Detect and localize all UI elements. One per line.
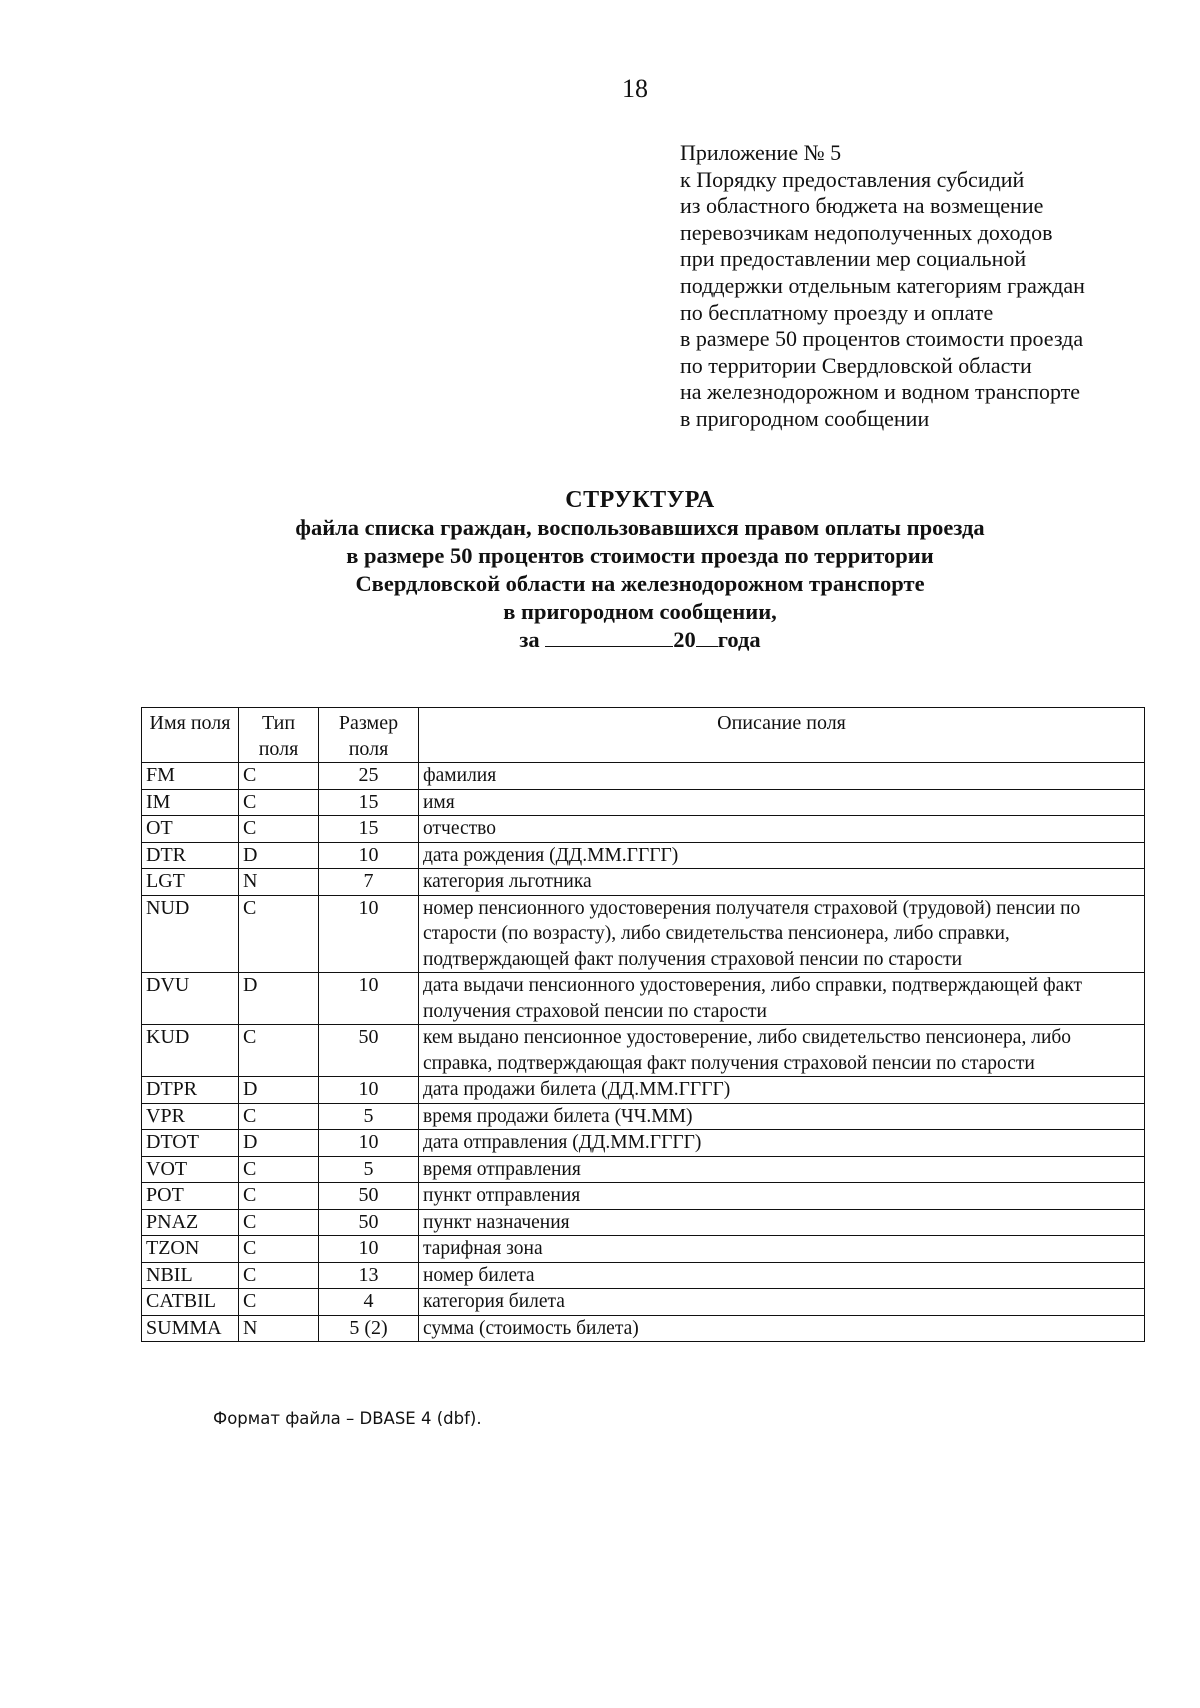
year-blank [696, 626, 718, 647]
cell-field-type: C [239, 1236, 319, 1263]
cell-field-size: 4 [319, 1289, 419, 1316]
cell-field-size: 50 [319, 1209, 419, 1236]
appendix-line: перевозчикам недополученных доходов [680, 219, 1053, 245]
table-row [142, 1025, 1145, 1077]
title-line: Свердловской области на железнодорожном транспорте [355, 571, 925, 596]
table-row [142, 842, 1145, 869]
cell-field-name: DTR [142, 842, 239, 869]
period-prefix: за [519, 627, 540, 652]
title-period [140, 626, 1140, 654]
cell-field-name: FM [142, 763, 239, 790]
cell-field-name: DTPR [142, 1077, 239, 1104]
period-blank [545, 626, 673, 647]
title-line: в пригородном сообщении, [503, 599, 777, 624]
table-row [142, 973, 1145, 1025]
page-number: 18 [622, 74, 648, 103]
cell-field-type: C [239, 763, 319, 790]
cell-field-name: CATBIL [142, 1289, 239, 1316]
cell-field-size: 5 (2) [319, 1315, 419, 1342]
cell-field-desc: дата отправления (ДД.ММ.ГГГГ) [419, 1130, 1145, 1157]
cell-field-name: OT [142, 816, 239, 843]
appendix-line: в размере 50 процентов стоимости проезда [680, 326, 1084, 352]
table-row [142, 1156, 1145, 1183]
cell-field-type: D [239, 973, 319, 1025]
title-line: файла списка граждан, воспользовавшихся правом оплаты проезда [295, 515, 985, 540]
cell-field-desc: номер пенсионного удостоверения получателя страховой (трудовой) пенсии по старости (по возрасту), либо свидетельства пенсионера, либо справки, подтверждающей факт получения страховой пенсии по старости [419, 895, 1145, 973]
appendix-line: поддержки отдельным категориям граждан [680, 272, 1085, 298]
table-row [142, 1130, 1145, 1157]
appendix-line: по территории Свердловской области [680, 352, 1032, 378]
appendix-line: по бесплатному проезду и оплате [680, 299, 994, 325]
period-suffix: года [717, 627, 761, 652]
cell-field-type: N [239, 869, 319, 896]
cell-field-type: C [239, 1262, 319, 1289]
cell-field-type: C [239, 1209, 319, 1236]
cell-field-desc: пункт отправления [419, 1183, 1145, 1210]
cell-field-type: N [239, 1315, 319, 1342]
cell-field-desc: фамилия [419, 763, 1145, 790]
cell-field-name: PNAZ [142, 1209, 239, 1236]
header-field-desc: Описание поля [419, 708, 1145, 763]
cell-field-desc: номер билета [419, 1262, 1145, 1289]
cell-field-desc: время отправления [419, 1156, 1145, 1183]
cell-field-name: KUD [142, 1025, 239, 1077]
cell-field-type: C [239, 1103, 319, 1130]
cell-field-size: 10 [319, 1130, 419, 1157]
cell-field-desc: дата рождения (ДД.ММ.ГГГГ) [419, 842, 1145, 869]
header-field-name: Имя поля [142, 708, 239, 763]
title-line: в размере 50 процентов стоимости проезда по территории [346, 543, 934, 568]
cell-field-desc: дата продажи билета (ДД.ММ.ГГГГ) [419, 1077, 1145, 1104]
cell-field-desc: пункт назначения [419, 1209, 1145, 1236]
cell-field-type: D [239, 1130, 319, 1157]
cell-field-size: 10 [319, 842, 419, 869]
table-row [142, 816, 1145, 843]
table-row [142, 1077, 1145, 1104]
cell-field-type: C [239, 789, 319, 816]
appendix-line: к Порядку предоставления субсидий [680, 166, 1025, 192]
appendix-line: в пригородном сообщении [680, 405, 930, 431]
cell-field-size: 10 [319, 1236, 419, 1263]
cell-field-size: 50 [319, 1025, 419, 1077]
cell-field-size: 10 [319, 895, 419, 973]
header-field-type: Тип поля [239, 708, 319, 763]
cell-field-desc: категория льготника [419, 869, 1145, 896]
table-row [142, 895, 1145, 973]
cell-field-name: SUMMA [142, 1315, 239, 1342]
table-row [142, 1289, 1145, 1316]
format-note: Формат файла – DBASE 4 (dbf). [213, 1409, 482, 1428]
cell-field-type: C [239, 1156, 319, 1183]
cell-field-desc: имя [419, 789, 1145, 816]
cell-field-name: VPR [142, 1103, 239, 1130]
cell-field-size: 10 [319, 973, 419, 1025]
cell-field-desc: время продажи билета (ЧЧ.ММ) [419, 1103, 1145, 1130]
table-row [142, 1183, 1145, 1210]
cell-field-size: 13 [319, 1262, 419, 1289]
cell-field-size: 5 [319, 1156, 419, 1183]
title-main: СТРУКТУРА [565, 487, 715, 513]
cell-field-desc: дата выдачи пенсионного удостоверения, либо справки, подтверждающей факт получения страховой пенсии по старости [419, 973, 1145, 1025]
table-row [142, 763, 1145, 790]
cell-field-name: DTOT [142, 1130, 239, 1157]
cell-field-type: D [239, 1077, 319, 1104]
cell-field-size: 15 [319, 816, 419, 843]
cell-field-desc: сумма (стоимость билета) [419, 1315, 1145, 1342]
header-field-size: Размер поля [319, 708, 419, 763]
cell-field-type: C [239, 816, 319, 843]
cell-field-name: VOT [142, 1156, 239, 1183]
table-row [142, 1315, 1145, 1342]
cell-field-name: DVU [142, 973, 239, 1025]
cell-field-desc: категория билета [419, 1289, 1145, 1316]
appendix-line: из областного бюджета на возмещение [680, 193, 1044, 219]
cell-field-name: TZON [142, 1236, 239, 1263]
appendix-line: при предоставлении мер социальной [680, 246, 1027, 272]
cell-field-desc: кем выдано пенсионное удостоверение, либо свидетельство пенсионера, либо справка, подтверждающая факт получения страховой пенсии по старости [419, 1025, 1145, 1077]
cell-field-size: 7 [319, 869, 419, 896]
cell-field-size: 5 [319, 1103, 419, 1130]
cell-field-name: LGT [142, 869, 239, 896]
cell-field-type: C [239, 895, 319, 973]
cell-field-type: C [239, 1289, 319, 1316]
cell-field-size: 15 [319, 789, 419, 816]
table-row [142, 1209, 1145, 1236]
cell-field-desc: отчество [419, 816, 1145, 843]
table-row [142, 1103, 1145, 1130]
table-row [142, 869, 1145, 896]
cell-field-name: NUD [142, 895, 239, 973]
cell-field-type: C [239, 1025, 319, 1077]
cell-field-desc: тарифная зона [419, 1236, 1145, 1263]
structure-table [141, 707, 1145, 1342]
table-body [142, 763, 1145, 1342]
table-row [142, 1262, 1145, 1289]
period-year: 20 [673, 627, 696, 652]
cell-field-name: NBIL [142, 1262, 239, 1289]
table-row [142, 789, 1145, 816]
cell-field-name: IM [142, 789, 239, 816]
appendix-note [680, 140, 1180, 433]
cell-field-size: 50 [319, 1183, 419, 1210]
cell-field-size: 25 [319, 763, 419, 790]
appendix-line: Приложение № 5 [680, 140, 842, 165]
cell-field-type: D [239, 842, 319, 869]
cell-field-name: POT [142, 1183, 239, 1210]
cell-field-type: C [239, 1183, 319, 1210]
document-title [140, 486, 1140, 654]
cell-field-size: 10 [319, 1077, 419, 1104]
table-header-row [142, 708, 1145, 763]
appendix-line: на железнодорожном и водном транспорте [680, 379, 1081, 405]
table-row [142, 1236, 1145, 1263]
